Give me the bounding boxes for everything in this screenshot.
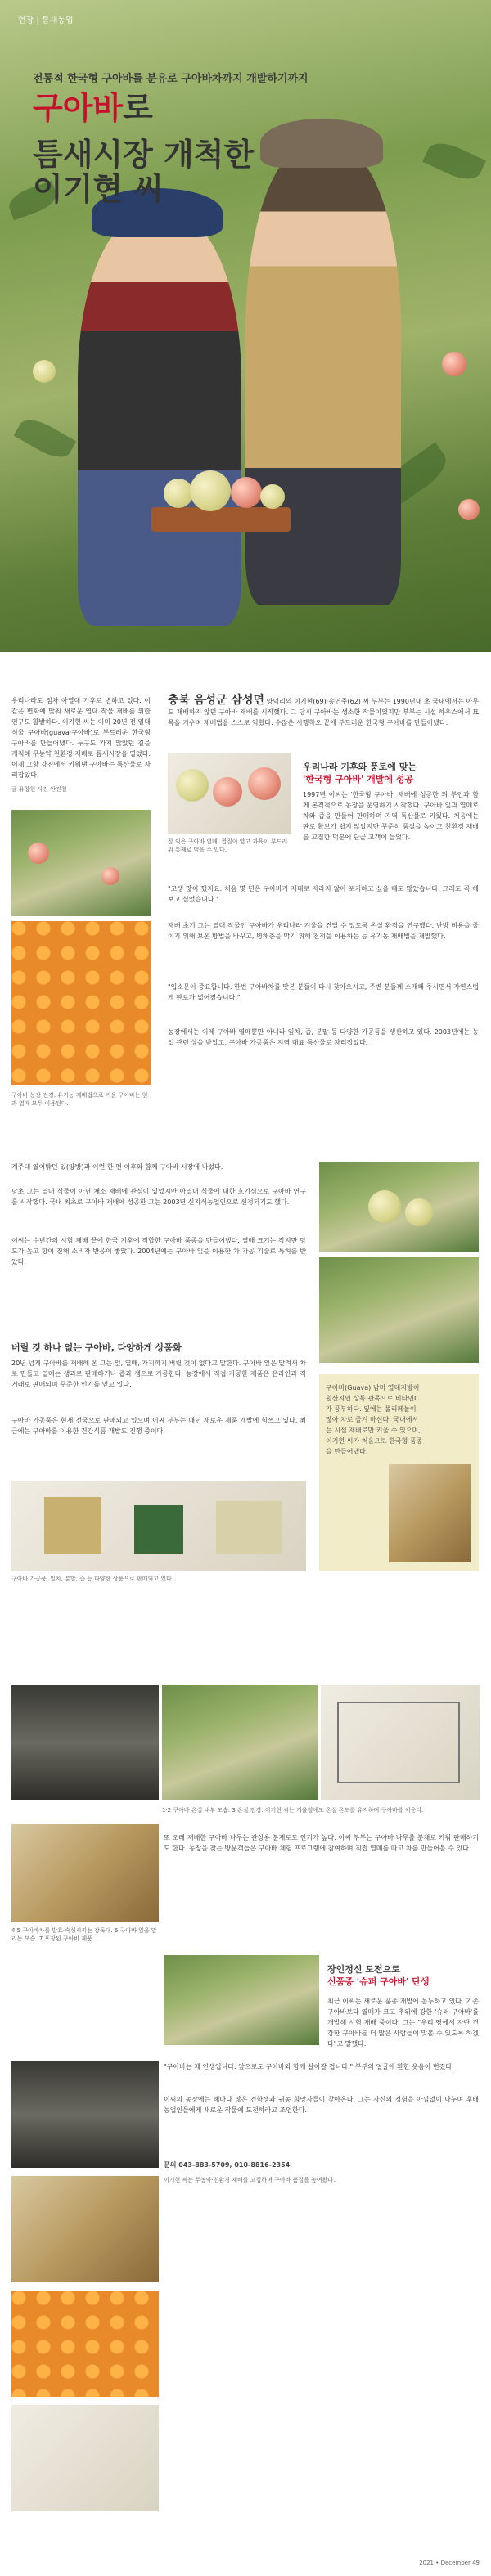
guava-cut: [248, 767, 281, 800]
bottom-para-1: 또 오래 재배한 구아바 나무는 관상용 분재로도 인기가 높다. 이씨 부부는 구아바 나무를 분재로 키워 판매하기도 한다. 농장을 찾는 방문객들은 구아바 체험 프로그램에 참여하며 직접 열매를 따고 차를 만들어볼 수 있다.: [164, 1834, 479, 1852]
guava-fruit: [164, 479, 193, 508]
man-hat: [260, 119, 383, 168]
jars-caption: 4·5 구아바차를 발효·숙성시키는 장독대. 6 구아바 잎을 말리는 모습. 7 포장된 구아바 제품.: [11, 1927, 157, 1942]
hero-title-line1: [33, 90, 153, 126]
packaged-products-photo: [11, 2405, 159, 2511]
products-photo: [11, 1481, 306, 1571]
jars-photo-2: [11, 2061, 159, 2168]
leaf-shape: [14, 413, 77, 465]
hero-title-line2: 틈새시장 개척한: [33, 137, 255, 173]
field-photo: [164, 1955, 319, 2045]
fruit-box-photo: [11, 2291, 159, 2397]
guava-fruit: [260, 484, 285, 509]
product-box: [44, 1497, 101, 1554]
leaf-photo: [319, 1257, 479, 1363]
greenhouse-frame: [337, 1702, 460, 1783]
photo-credit: 글 유창현 사진 안진철: [11, 786, 67, 793]
guava-fruit: [190, 470, 231, 511]
info-box-text: 구아바(Guava) 남미 열대지방이 원산지인 상록 관목으로 비타민C가 풍부하다. 잎에는 폴리페놀이 많아 차로 즐겨 마신다. 국내에서는 시설 재배로만 키울 수 있으며, 이기현 씨가 처음으로 한국형 품종을 만들어냈다.: [326, 1384, 423, 1455]
subheading-1: [303, 761, 479, 785]
field-caption: 이기현 씨는 무농약·친환경 재배를 고집하며 구아바 품질을 높여왔다.: [164, 2177, 336, 2183]
mid-para-3: 이씨는 수년간의 시험 재배 끝에 한국 기후에 적합한 구아바 품종을 만들어냈다. 열매 크기는 작지만 당도가 높고 향이 진해 소비자 반응이 좋았다. 2004년에는 구아바 잎을 이용한 차 가공 기술로 특허를 받았다.: [11, 1237, 306, 1266]
bottom-para-4: 이씨의 농장에는 해마다 많은 견학생과 귀농 희망자들이 찾아온다. 그는 자신의 경험을 아낌없이 나누며 후배 농업인들에게 새로운 작물에 도전하라고 조언한다.: [164, 2096, 479, 2114]
main-para-5: "입소문이 중요합니다. 한번 구아바차를 맛본 분들이 다시 찾아오시고, 주변 분들께 소개해 주시면서 자연스럽게 판로가 넓어졌습니다.": [168, 983, 479, 1001]
subheading-2: [327, 1963, 479, 1988]
greenhouse-caption: 1·2 구아바 온실 내부 모습. 3 온실 전경. 이기현 씨는 겨울철에도 온실 온도를 유지하며 구아바를 키운다.: [162, 1807, 424, 1814]
cut-guava-photo: [168, 753, 291, 834]
product-pack: [216, 1501, 282, 1554]
guava-cut: [231, 477, 262, 508]
main-para-3: "고생 많이 했지요. 처음 몇 년은 구아바가 제대로 자라지 않아 포기하고 싶을 때도 많았습니다. 그래도 꼭 해보고 싶었습니다.": [168, 885, 479, 903]
wooden-tray: [151, 507, 291, 532]
hero-subtitle: 전통적 한국형 구아바를 분유로 구아바차까지 개발하기까지: [33, 73, 309, 85]
greenhouse-photo-1: [11, 1685, 159, 1800]
greenhouse-photo-2: [162, 1685, 318, 1800]
contact-info: 문의 043-883-5709, 010-8816-2354: [164, 2161, 291, 2169]
bottom-para-3: "구아바는 제 인생입니다. 앞으로도 구아바와 함께 살아갈 겁니다." 부부의 얼굴에 환한 웃음이 번졌다.: [164, 2063, 454, 2070]
jars-photo-1: [11, 1824, 159, 1922]
woman-figure: [78, 217, 241, 626]
subheading-2-line2: 신품종 '슈퍼 구아바' 탄생: [327, 1976, 430, 1987]
guava-fruit: [33, 360, 56, 383]
subheading-1-line2: '한국형 구아바' 개발에 성공: [303, 774, 414, 784]
packing-photo: [11, 2176, 159, 2282]
mid-para-1: 계주대 열어밖던 있(양방)과 이런 한 편 이후와 함께 구아바 시장에 나섰다.: [11, 1163, 223, 1171]
intro-text: 우리나라도 점차 아열대 기후로 변하고 있다. 이 같은 변화에 맞춰 새로운 열대 작물 재배를 위한 연구도 활발하다. 이기현 씨는 이미 20년 전 열대식물 구아바(guava·구아바)로 부드러운 한국형 구아바를 만들어냈다. 누구도 가지 않았던 길을 개척해 무농약 친환경 재배로 틈새시장을 열었다. 이제 고향 강진에서 키워낸 구아바는 특산물로 자리잡았다.: [11, 697, 151, 779]
guava-fruit: [28, 843, 49, 864]
page-number: 2021 • December 49: [419, 2560, 480, 2566]
guava-fruit: [176, 769, 209, 802]
main-para-1-text: 양덕리의 이기현(69)·송연주(62) 씨 부부는 1990년대 초 국내에서는 아무도 재배하지 않던 구아바 재배를 시작했다. 그 당시 구아바는 생소한 작물이었지만 부부는 시설 하우스에서 묘목을 키우며 재배법을 스스로 익혔다. 수많은 시행착오 끝에 부드러운 한국형 구아바를 만들어냈다.: [168, 698, 479, 726]
region-heading: 충북 음성군 삼성면: [168, 694, 265, 707]
hero-photo: [0, 0, 491, 652]
harvest-photo: [11, 921, 151, 1085]
title-suffix: 로: [123, 90, 153, 126]
greenhouse-photo-3: [321, 1685, 480, 1800]
hero-title-line3: 이기현 씨: [33, 171, 164, 207]
guava-fruit: [405, 1198, 433, 1226]
guava-fruit: [368, 1190, 401, 1223]
guava-fruit: [442, 352, 466, 376]
product-box-photo: [389, 1464, 471, 1562]
mid-subheading: 버릴 것 하나 없는 구아바, 다양하게 상품화: [11, 1342, 182, 1353]
section-label: 현장 | 틈새농업: [18, 16, 74, 25]
harvest-caption: 구아바 농장 전경. 유기농 재배법으로 키운 구아바는 잎과 열매 모두 이용된다.: [11, 1092, 148, 1107]
main-para-2: 1997년 이씨는 '한국형 구아바' 재배에 성공한 뒤 부인과 함께 본격적으로 농장을 운영하기 시작했다. 구아바 잎과 열매로 차와 즙을 만들어 판매하며 지역 특산물로 키웠다. 처음에는 판로 확보가 쉽지 않았지만 꾸준히 품질을 높이고 친환경 재배를 고집한 덕분에 단골 고객이 늘었다.: [303, 791, 479, 841]
leaf-shape: [422, 137, 486, 186]
title-highlight: 구아바: [33, 90, 124, 126]
guava-fruit: [458, 499, 480, 520]
bottom-para-2: 최근 이씨는 새로운 품종 개발에 몰두하고 있다. 기존 구아바보다 열매가 크고 추위에 강한 '슈퍼 구아바'를 개발해 시험 재배 중이다. 그는 "우리 땅에서 자란 건강한 구아바를 더 많은 사람들이 맛볼 수 있도록 하겠다"고 말했다.: [327, 1998, 479, 2048]
guava-fruit: [101, 867, 119, 885]
products-caption: 구아바 가공품. 잎차, 분말, 즙 등 다양한 상품으로 판매되고 있다.: [11, 1576, 173, 1582]
product-pack: [134, 1505, 183, 1554]
main-para-6: 농장에서는 이제 구아바 열매뿐만 아니라 잎차, 즙, 분말 등 다양한 가공품을 생산하고 있다. 2003년에는 농업 관련 상을 받았고, 구아바 가공품은 지역 대표 특산물로 자리잡았다.: [168, 1028, 479, 1046]
fruit-caption: 잘 익은 구아바 열매. 껍질이 얇고 과육이 부드러워 통째로 먹을 수 있다.: [168, 838, 288, 853]
main-para-4: 재배 초기 그는 열대 작물인 구아바가 우리나라 겨울을 견딜 수 있도록 온실 환경을 연구했다. 난방 비용을 줄이기 위해 보온 방법을 바꾸고, 병해충을 막기 위해 천적을 이용하는 등 유기농 재배법을 개발했다.: [168, 922, 479, 940]
guava-cut: [213, 777, 242, 807]
orchard-photo: [11, 810, 151, 916]
man-figure: [246, 147, 401, 605]
subheading-1-line1: 우리나라 기후와 풍토에 맞는: [303, 762, 417, 772]
main-para-1: [168, 695, 479, 728]
subheading-2-line1: 장인정신 도전으로: [327, 1964, 400, 1975]
mid-para-5: 구아바 가공품은 현재 전국으로 판매되고 있으며 이씨 부부는 매년 새로운 제품 개발에 힘쓰고 있다. 최근에는 구아바를 이용한 건강식품 개발도 진행 중이다.: [11, 1417, 306, 1435]
mid-para-4: 20년 넘게 구아바를 재배해 온 그는 잎, 열매, 가지까지 버릴 것이 없다고 말한다. 구아바 잎은 말려서 차로 만들고 열매는 생과로 판매하거나 즙과 잼으로 가공한다. 농장에서 직접 가공한 제품은 온라인과 직거래로 판매되며 꾸준한 인기를 얻고 있다.: [11, 1360, 306, 1388]
guava-tree-photo: [319, 1162, 479, 1252]
mid-para-2: 당초 그는 열대 식물이 아닌 채소 재배에 관심이 있었지만 아열대 식물에 대한 호기심으로 구아바 연구를 시작했다. 국내 최초로 구아바 재배에 성공한 그는 2003년 신지식농업인으로 선정되기도 했다.: [11, 1188, 306, 1206]
